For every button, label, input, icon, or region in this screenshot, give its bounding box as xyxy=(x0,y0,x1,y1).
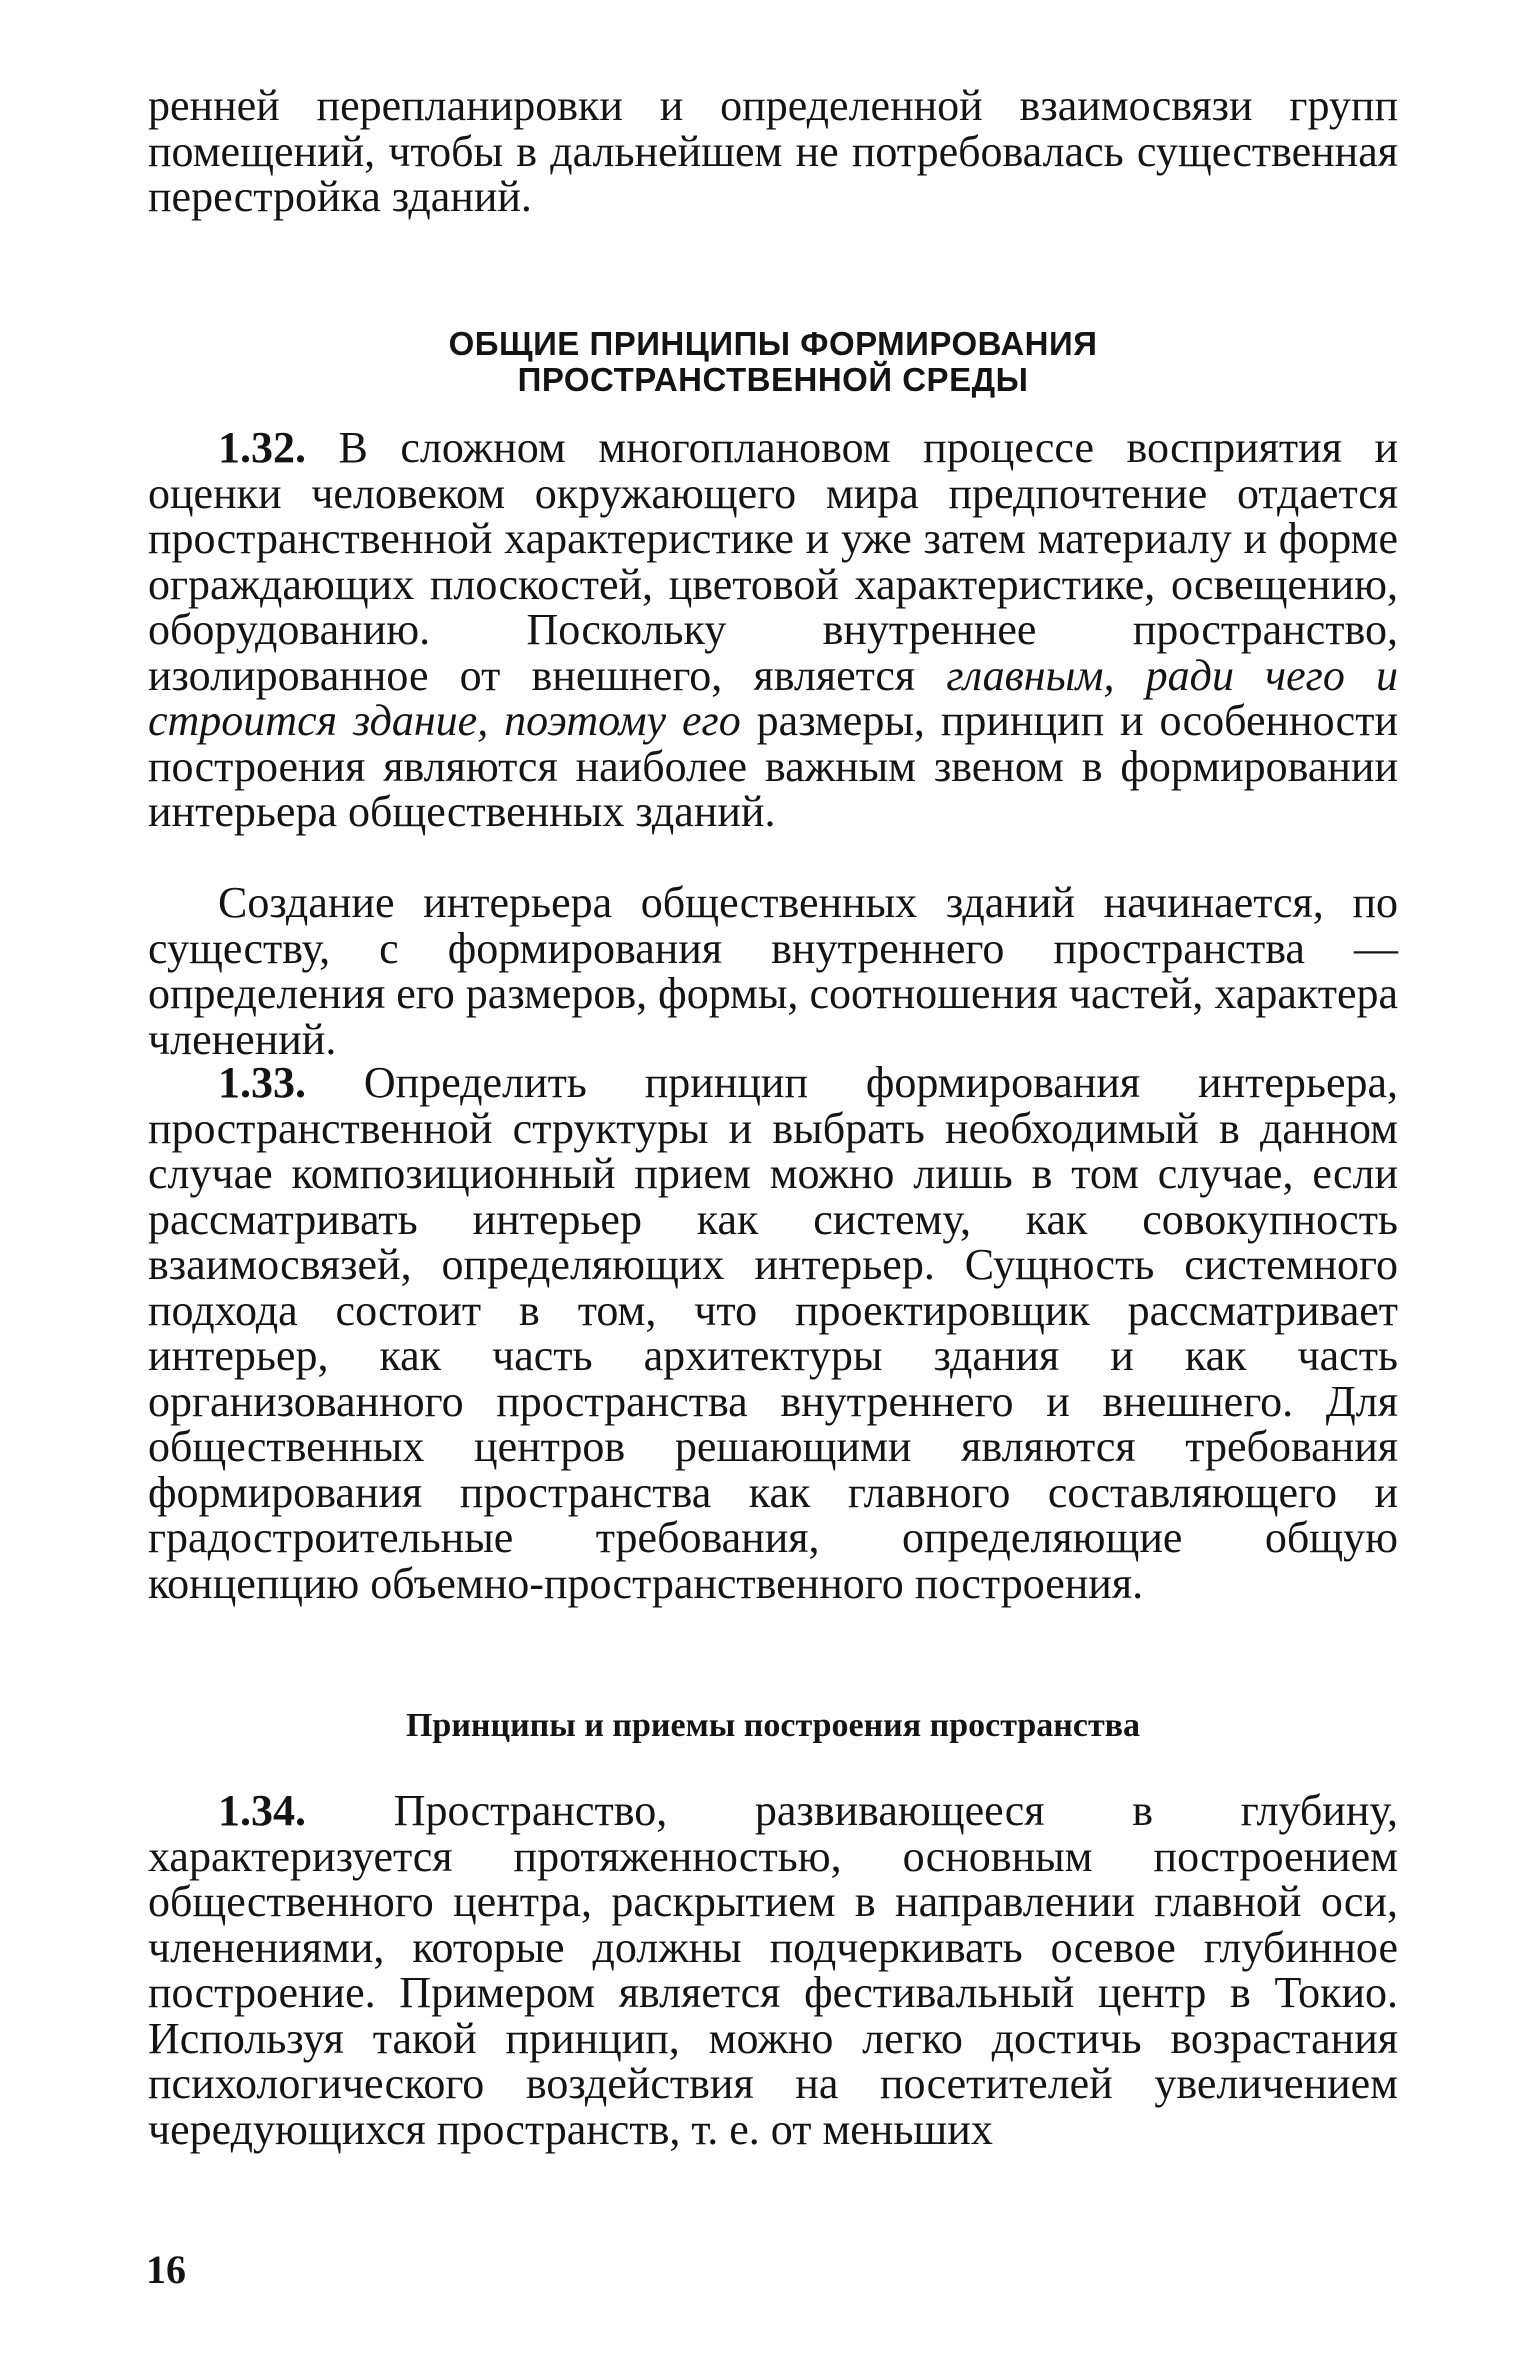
paragraph-text: Создание интерьера общественных зданий начинается, по существу, с формирования внутреннего пространства — определения его размеров, формы, соотношения частей, характера членений. xyxy=(148,878,1398,1064)
page-number-text: 16 xyxy=(146,2247,186,2292)
intro-paragraph-text: ренней перепланировки и определенной взаимосвязи групп помещений, чтобы в дальнейшем не потребовалась существенная перестройка зданий. xyxy=(148,81,1398,221)
subsection-heading-text: Принципы и приемы построения пространства xyxy=(405,1707,1141,1744)
paragraph-text: размеры, принцип и особенности построения являются наиболее важным звеном в формировании интерьера общественных зданий. xyxy=(148,696,1398,836)
paragraph-1-32-continuation xyxy=(148,880,1398,1062)
paragraph-1-32 xyxy=(148,425,1398,835)
intro-paragraph xyxy=(148,83,1398,220)
paragraph-1-34 xyxy=(148,1788,1398,2152)
subsection-heading xyxy=(148,1706,1398,1746)
section-heading-line2: ПРОСТРАНСТВЕННОЙ СРЕДЫ xyxy=(517,361,1029,398)
paragraph-number: 1.32. xyxy=(218,423,306,472)
paragraph-1-33 xyxy=(148,1060,1398,1606)
section-heading-line1: ОБЩИЕ ПРИНЦИПЫ ФОРМИРОВАНИЯ xyxy=(448,325,1098,362)
paragraph-text: Определить принцип формирования интерьера, пространственной структуры и выбрать необходимый в данном случае композиционный прием можно лишь в том случае, если рассматривать интерьер как систему, как совокупность взаимосвязей, определяющих интерьер. Сущность системного подхода состоит в том, что проектировщик рассматривает интерьер, как часть архитектуры здания и как часть организованного пространства внутреннего и внешнего. Для общественных центров решающими являются требования формирования пространства как главного составляющего и градостроительные требования, определяющие общую концепцию объемно-пространственного построения. xyxy=(148,1058,1398,1608)
paragraph-text: Пространство, развивающееся в глубину, характеризуется протяженностью, основным построением общественного центра, раскрытием в направлении главной оси, членениями, которые должны подчеркивать осевое глубинное построение. Примером является фестивальный центр в Токио. Используя такой принцип, можно легко достичь возрастания психологического воздействия на посетителей увеличением чередующихся пространств, т. е. от меньших xyxy=(148,1786,1398,2154)
section-heading xyxy=(148,326,1398,398)
paragraph-number: 1.34. xyxy=(218,1786,306,1835)
paragraph-text: В сложном многоплановом процессе восприятия и оценки человеком окружающего мира предпочтение отдается пространственной характеристике и уже затем материалу и форме ограждающих плоскостей, цветовой характеристике, освещению, оборудованию. Поскольку внутреннее пространство, изолированное от внешнего, является xyxy=(148,423,1398,700)
page-number xyxy=(146,2248,186,2292)
paragraph-italic-text: главным, ради чего и строится здание, поэтому его xyxy=(148,650,1399,745)
paragraph-number: 1.33. xyxy=(218,1058,306,1107)
